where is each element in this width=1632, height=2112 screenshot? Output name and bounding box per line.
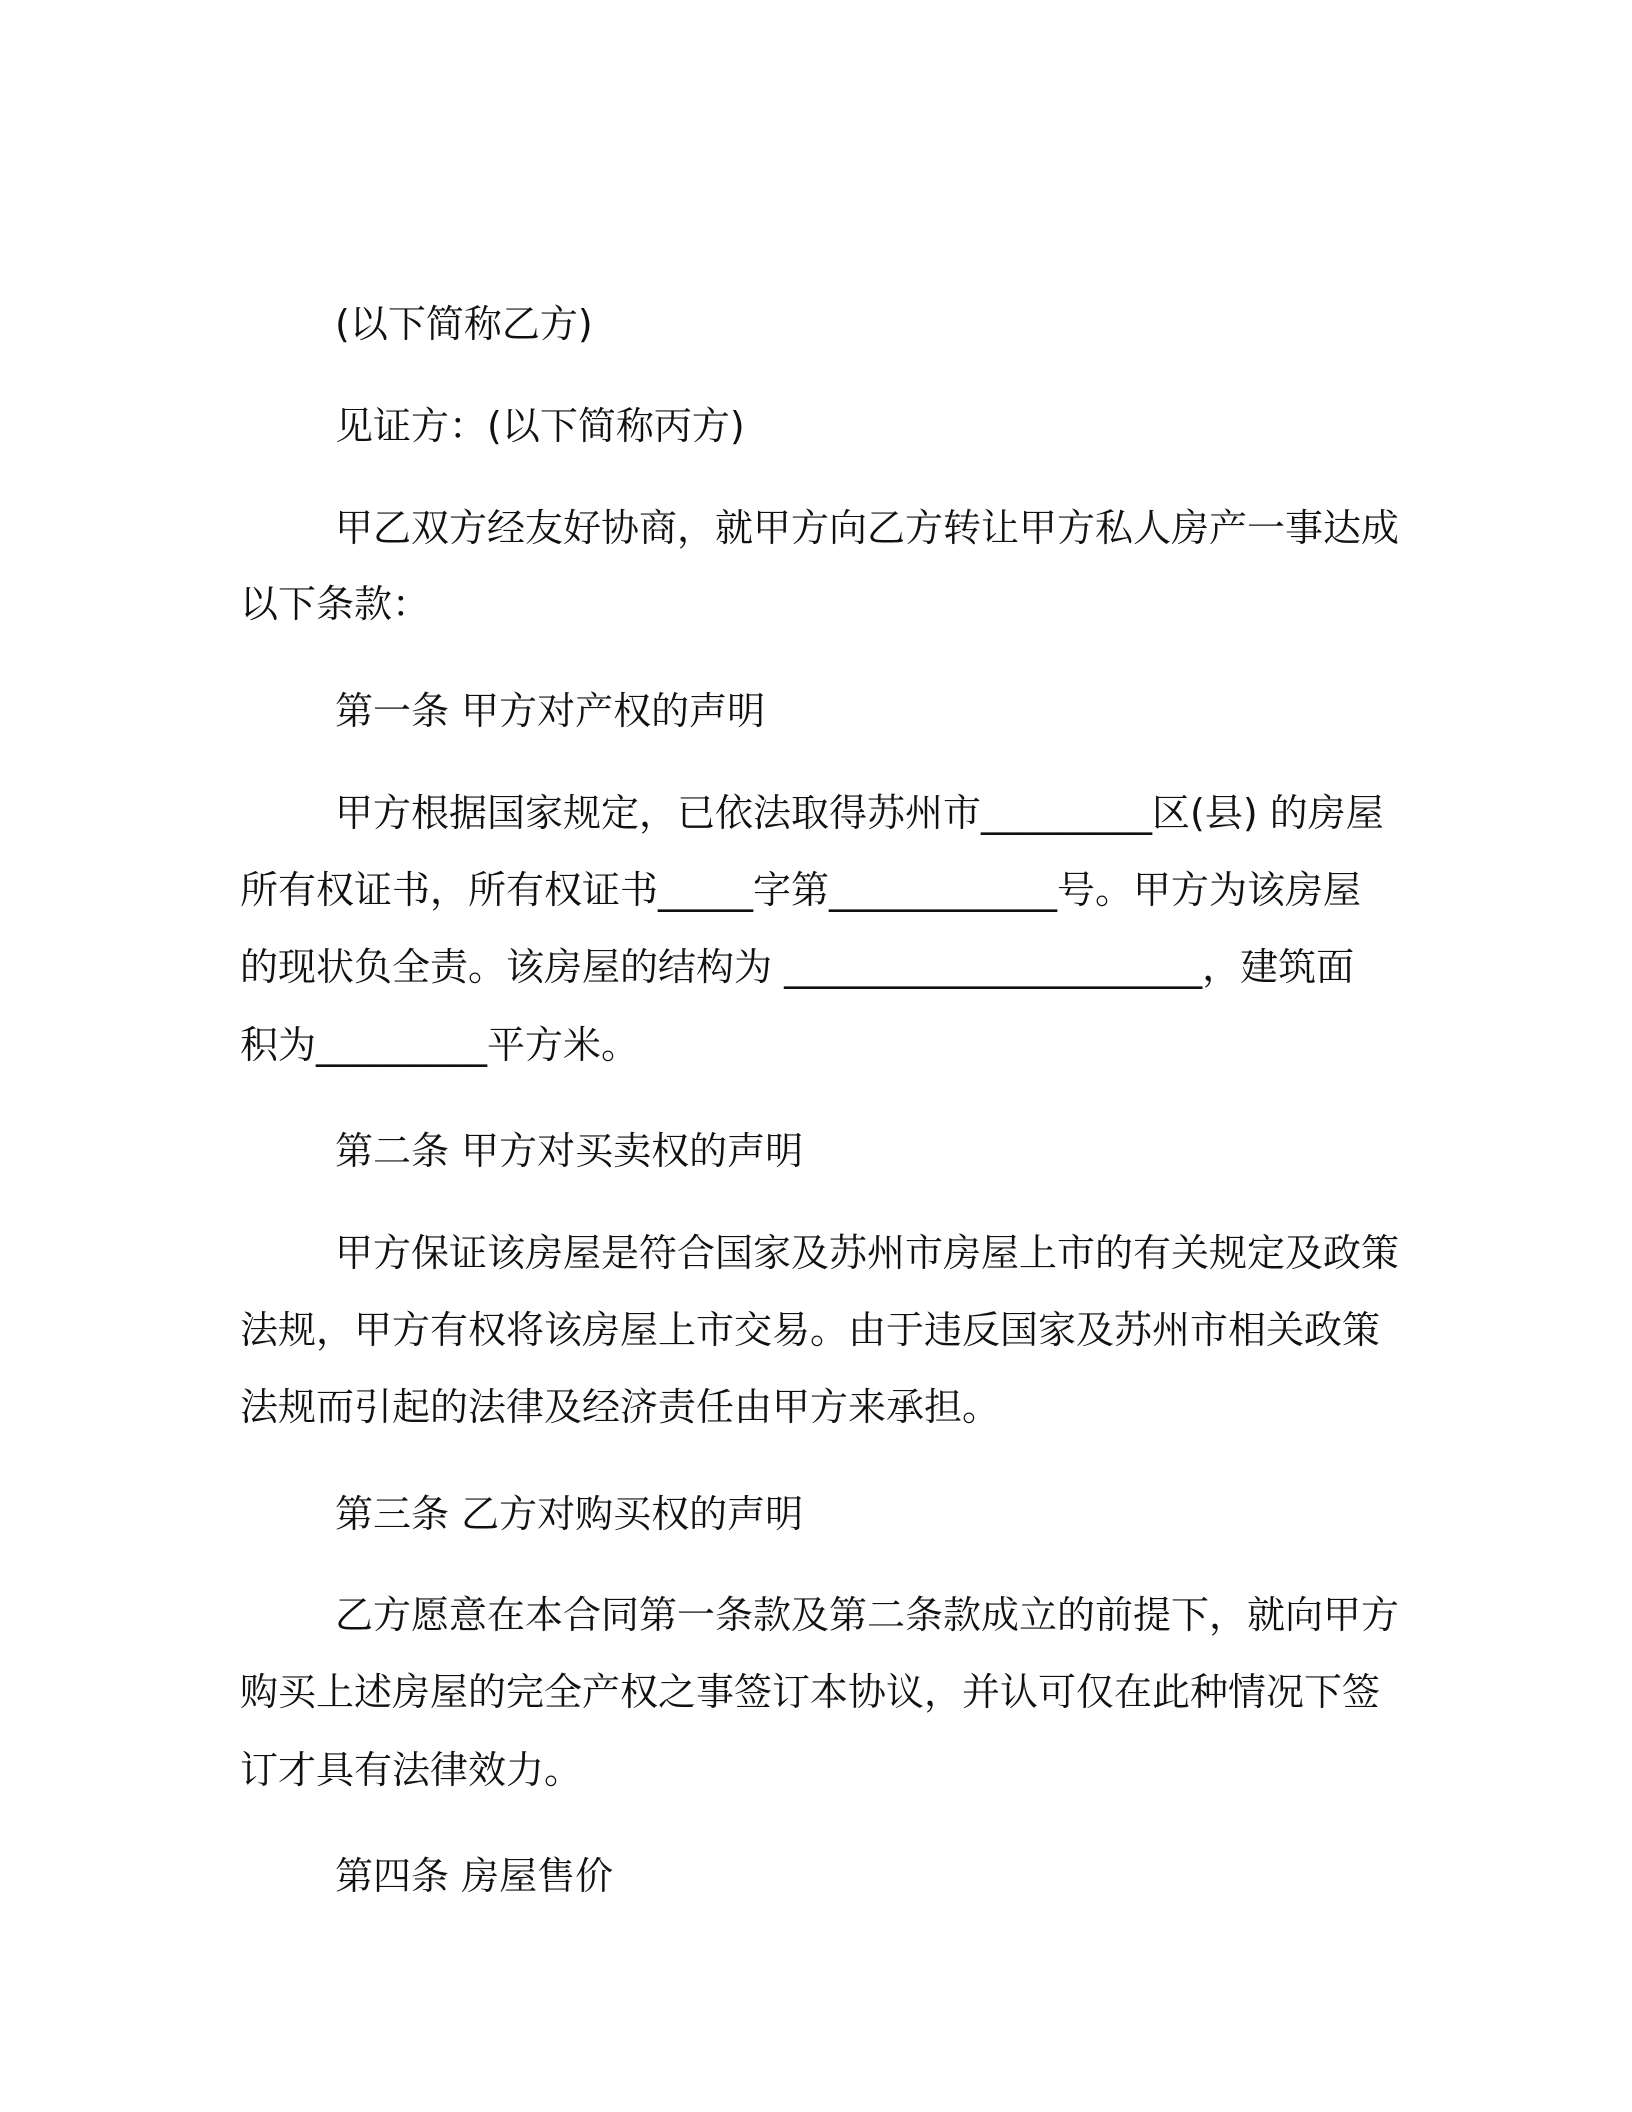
article-3-line-1: 乙方愿意在本合同第一条款及第二条款成立的前提下，就向甲方 — [335, 1593, 1400, 1637]
article-1-line-2: 所有权证书，所有权证书_____字第____________号。甲方为该房屋 — [240, 868, 1362, 912]
article-1-line-4: 积为_________平方米。 — [240, 1023, 640, 1067]
article-3-line-2: 购买上述房屋的完全产权之事签订本协议，并认可仅在此种情况下签 — [240, 1670, 1381, 1714]
article-4-heading: 第四条 房屋售价 — [335, 1854, 614, 1898]
intro-paragraph-line-1: 甲乙双方经友好协商，就甲方向乙方转让甲方私人房产一事达成 — [335, 506, 1400, 550]
article-3-line-3: 订才具有法律效力。 — [240, 1748, 583, 1792]
party-b-note: (以下简称乙方) — [335, 302, 593, 346]
article-2-heading: 第二条 甲方对买卖权的声明 — [335, 1129, 804, 1173]
article-2-line-2: 法规，甲方有权将该房屋上市交易。由于违反国家及苏州市相关政策 — [240, 1308, 1381, 1352]
article-2-line-3: 法规而引起的法律及经济责任由甲方来承担。 — [240, 1385, 1001, 1429]
article-1-heading: 第一条 甲方对产权的声明 — [335, 689, 766, 733]
article-3-heading: 第三条 乙方对购买权的声明 — [335, 1492, 804, 1536]
intro-paragraph-line-2: 以下条款： — [240, 582, 431, 626]
article-2-line-1: 甲方保证该房屋是符合国家及苏州市房屋上市的有关规定及政策 — [335, 1231, 1400, 1275]
witness-line: 见证方：(以下简称丙方) — [335, 404, 745, 448]
article-1-line-1: 甲方根据国家规定，已依法取得苏州市_________区(县) 的房屋 — [335, 791, 1384, 835]
article-1-line-3: 的现状负全责。该房屋的结构为 ______________________，建筑面 — [240, 945, 1355, 989]
